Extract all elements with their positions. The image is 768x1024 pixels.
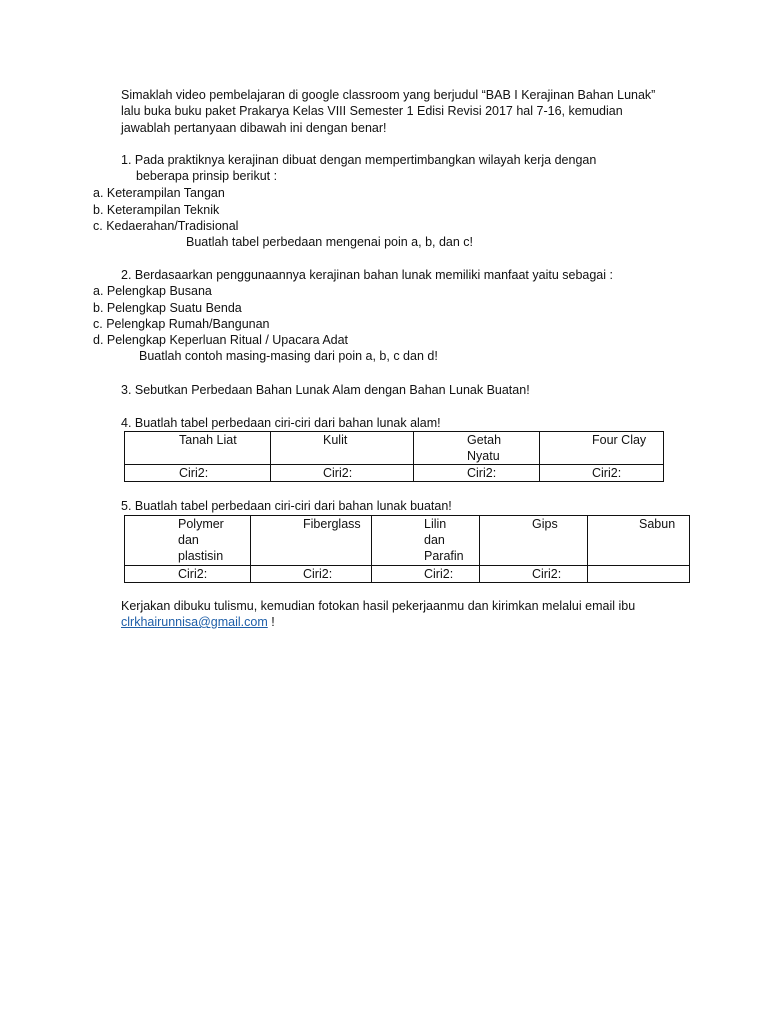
q1-line-2: beberapa prinsip berikut : <box>136 169 278 183</box>
q1-option-a: a. Keterampilan Tangan <box>93 186 225 200</box>
table-row <box>125 566 690 583</box>
q2-line: 2. Berdasaarkan penggunaannya kerajinan bahan lunak memiliki manfaat yaitu sebagai : <box>121 268 613 282</box>
footer-email-line <box>121 614 275 630</box>
table-header-row <box>125 516 690 566</box>
table-cell: Ciri2: <box>271 465 414 482</box>
table-header-cell: Kulit <box>271 432 414 465</box>
synthetic-materials-table <box>124 515 690 583</box>
table-header-cell: Polymer dan plastisin <box>125 516 251 566</box>
intro-line-3: jawablah pertanyaan dibawah ini dengan benar! <box>121 121 387 135</box>
table-header-cell: Gips <box>480 516 588 566</box>
table-cell <box>588 566 690 583</box>
q5-line: 5. Buatlah tabel perbedaan ciri-ciri dari bahan lunak buatan! <box>121 499 452 513</box>
q4-line: 4. Buatlah tabel perbedaan ciri-ciri dari bahan lunak alam! <box>121 416 441 430</box>
email-link[interactable]: clrkhairunnisa@gmail.com <box>121 615 268 629</box>
table-row <box>125 465 664 482</box>
table-header-cell: Tanah Liat <box>125 432 271 465</box>
table-header-cell: Fiberglass <box>251 516 372 566</box>
table-header-cell: Getah Nyatu <box>414 432 540 465</box>
table-cell: Ciri2: <box>540 465 664 482</box>
q2-instruction: Buatlah contoh masing-masing dari poin a, b, c dan d! <box>139 349 438 363</box>
table-cell: Ciri2: <box>125 465 271 482</box>
q2-option-b: b. Pelengkap Suatu Benda <box>93 301 242 315</box>
table-header-cell: Four Clay <box>540 432 664 465</box>
table-cell: Ciri2: <box>414 465 540 482</box>
table-cell: Ciri2: <box>125 566 251 583</box>
intro-line-2: lalu buka buku paket Prakarya Kelas VIII Semester 1 Edisi Revisi 2017 hal 7-16, kemudian <box>121 104 623 118</box>
q1-option-b: b. Keterampilan Teknik <box>93 203 220 217</box>
footer-line: Kerjakan dibuku tulismu, kemudian fotokan hasil pekerjaanmu dan kirimkan melalui email ibu <box>121 599 636 613</box>
table-cell: Ciri2: <box>372 566 480 583</box>
table-cell: Ciri2: <box>251 566 372 583</box>
q1-line-1: 1. Pada praktiknya kerajinan dibuat dengan mempertimbangkan wilayah kerja dengan <box>121 153 597 167</box>
intro-line-1: Simaklah video pembelajaran di google classroom yang berjudul “BAB I Kerajinan Bahan Lunak” <box>121 88 656 102</box>
natural-materials-table <box>124 431 664 482</box>
q2-option-c: c. Pelengkap Rumah/Bangunan <box>93 317 270 331</box>
footer-suffix: ! <box>267 615 275 629</box>
q2-option-a: a. Pelengkap Busana <box>93 284 212 298</box>
table-cell: Ciri2: <box>480 566 588 583</box>
q1-option-c: c. Kedaerahan/Tradisional <box>93 219 239 233</box>
q2-option-d: d. Pelengkap Keperluan Ritual / Upacara Adat <box>93 333 349 347</box>
table-header-cell: Sabun <box>588 516 690 566</box>
q1-instruction: Buatlah tabel perbedaan mengenai poin a, b, dan c! <box>186 235 474 249</box>
table-header-row <box>125 432 664 465</box>
q3-line: 3. Sebutkan Perbedaan Bahan Lunak Alam dengan Bahan Lunak Buatan! <box>121 383 530 397</box>
table-header-cell: Lilin dan Parafin <box>372 516 480 566</box>
